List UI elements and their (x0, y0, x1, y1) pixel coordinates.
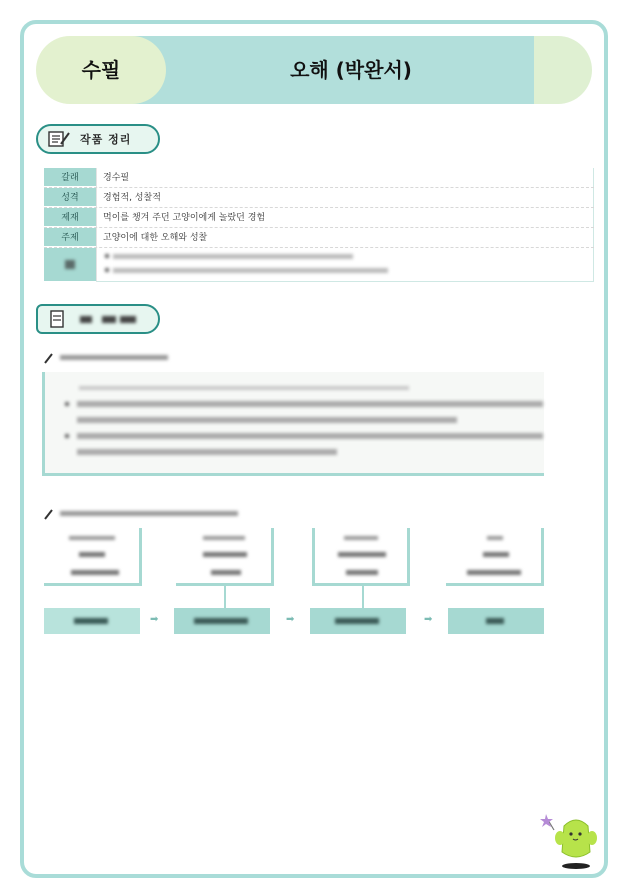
blurred-text (60, 353, 170, 363)
flow-box-3 (312, 528, 410, 586)
table-row (44, 168, 594, 188)
row-key: 주제 (44, 228, 96, 247)
table-row (44, 188, 594, 208)
row-key: 제재 (44, 208, 96, 227)
flow-stage-1 (44, 608, 140, 634)
info-table (44, 168, 594, 282)
blurred-text (103, 251, 403, 279)
subheading-2 (44, 508, 240, 520)
flow-stage-2 (174, 608, 270, 634)
category-label: 수필 (81, 58, 121, 82)
work-title: 오해 (박완서) (290, 58, 412, 82)
pen-bullet-icon (44, 508, 54, 520)
table-row (44, 208, 594, 228)
blurred-text (484, 616, 508, 626)
note-pen-icon (48, 130, 70, 148)
row-value: 고양이에 대한 오해와 성찰 (96, 228, 594, 247)
row-value: 경수필 (96, 168, 594, 187)
flow-box-2 (176, 528, 274, 586)
section-label-summary (36, 124, 160, 154)
row-key: 성격 (44, 188, 96, 207)
title-banner (36, 36, 592, 104)
right-arrow-icon: ➡ (424, 614, 433, 625)
flow-connector (362, 586, 364, 608)
document-icon (48, 310, 70, 328)
blurred-text (316, 528, 406, 582)
row-key: 갈래 (44, 168, 96, 187)
blurred-text (333, 616, 383, 626)
blurred-text (192, 616, 252, 626)
right-arrow-icon: ➡ (150, 614, 159, 625)
section-label-analysis (36, 304, 160, 334)
note-box (42, 372, 544, 476)
banner-band-end (534, 36, 592, 104)
flow-box-1 (44, 528, 142, 586)
green-mascot-icon (540, 808, 602, 870)
row-value-blurred (96, 248, 594, 282)
blurred-text (47, 528, 137, 582)
blurred-paragraph (59, 382, 545, 468)
right-arrow-icon: ➡ (286, 614, 295, 625)
section-label-text: 작품 정리 (80, 133, 132, 146)
flow-stage-3 (310, 608, 406, 634)
blurred-label (80, 313, 140, 325)
flow-stage-4 (448, 608, 544, 634)
row-value: 먹이를 챙겨 주던 고양이에게 놀랐던 경험 (96, 208, 594, 227)
flow-box-4 (446, 528, 544, 586)
blurred-text (179, 528, 269, 582)
blurred-text (449, 528, 539, 582)
row-key-blurred (44, 248, 96, 282)
pen-bullet-icon (44, 352, 54, 364)
blurred-text (72, 616, 112, 626)
blurred-text (60, 509, 240, 519)
table-row (44, 228, 594, 248)
subheading-1 (44, 352, 170, 364)
flow-connector (224, 586, 226, 608)
row-value: 경험적, 성찰적 (96, 188, 594, 207)
table-row-features (44, 248, 594, 282)
